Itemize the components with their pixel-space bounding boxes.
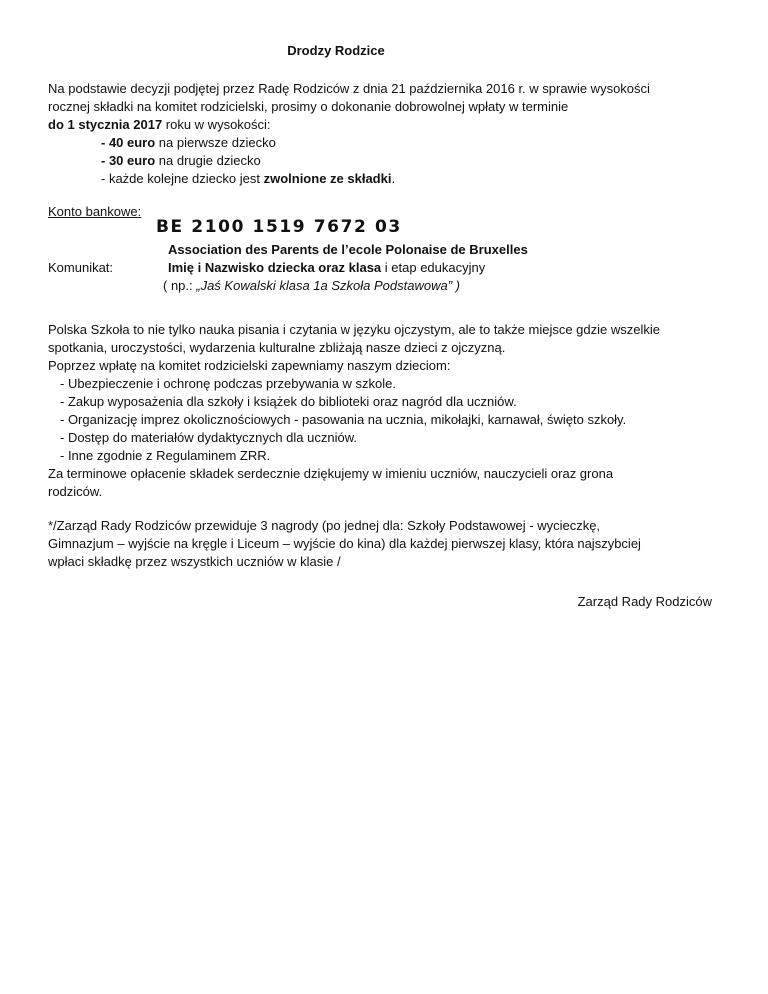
deadline-date: do 1 stycznia 2017 (48, 117, 163, 132)
thanks-line: rodziców. (48, 484, 103, 499)
list-item: - Organizację imprez okolicznościowych - pasowania na ucznia, mikołajki, karnawał, święto szkoły. (60, 412, 627, 427)
prize-note (48, 517, 716, 571)
body-paragraph (48, 321, 716, 501)
deadline-rest: roku w wysokości: (162, 117, 271, 132)
payment-reference-example (163, 277, 460, 295)
bank-account-number: BE 2100 1519 7672 03 (156, 217, 402, 237)
body-line: spotkania, uroczystości, wydarzenia kulturalne zbliżają nasze dzieci z ojczyzną. (48, 340, 506, 355)
fee-first-child (48, 134, 716, 152)
fee-exempt: zwolnione ze składki (263, 171, 392, 186)
fee-text: na drugie dziecko (155, 153, 261, 168)
fee-amount: - 30 euro (101, 153, 156, 168)
payment-reference-label: Komunikat: (48, 260, 114, 275)
payment-reference-rest: i etap edukacyjny (381, 260, 486, 275)
list-item: - Ubezpieczenie i ochronę podczas przebywania w szkole. (60, 376, 397, 391)
list-item: - Zakup wyposażenia dla szkoły i książek do biblioteki oraz nagród dla uczniów. (60, 394, 517, 409)
fee-text: - każde kolejne dziecko jest (101, 171, 264, 186)
payment-reference-bold: Imię i Nazwisko dziecka oraz klasa (168, 260, 382, 275)
payment-reference-text (168, 259, 485, 277)
bank-account-label: Konto bankowe: (48, 204, 142, 219)
intro-paragraph (48, 80, 716, 188)
body-line: Poprzez wpłatę na komitet rodzicielski zapewniamy naszym dzieciom: (48, 358, 451, 373)
list-item: - Inne zgodnie z Regulaminem ZRR. (60, 448, 271, 463)
account-holder: Association des Parents de l’ecole Polonaise de Bruxelles (168, 242, 528, 257)
body-line: Polska Szkoła to nie tylko nauka pisania i czytania w języku ojczystym, ale to także miejsce gdzie wszelkie (48, 322, 660, 337)
list-item: - Dostęp do materiałów dydaktycznych dla uczniów. (60, 430, 357, 445)
note-line: */Zarząd Rady Rodziców przewiduje 3 nagrody (po jednej dla: Szkoły Podstawowej - wycieczkę, (48, 518, 601, 533)
fee-text: na pierwsze dziecko (155, 135, 276, 150)
note-line: Gimnazjum – wyjście na kręgle i Liceum – wyjście do kina) dla każdej pierwszej klasy, która najszybciej (48, 536, 641, 551)
example-prefix: ( np.: (163, 278, 197, 293)
deadline-line (48, 116, 716, 134)
fee-end: . (391, 171, 396, 186)
fee-amount: - 40 euro (101, 135, 156, 150)
intro-line: Na podstawie decyzji podjętej przez Radę Rodziców z dnia 21 października 2016 r. w sprawie wysokości (48, 81, 650, 96)
thanks-line: Za terminowe opłacenie składek serdecznie dziękujemy w imieniu uczniów, nauczycieli oraz grona (48, 466, 614, 481)
fee-further-children (48, 170, 716, 188)
signature: Zarząd Rady Rodziców (577, 594, 712, 609)
letter-title: Drodzy Rodzice (287, 43, 385, 58)
intro-line: rocznej składki na komitet rodzicielski, prosimy o dokonanie dobrowolnej wpłaty w terminie (48, 99, 569, 114)
example-text: „Jaś Kowalski klasa 1a Szkoła Podstawowa” ) (196, 278, 460, 293)
fee-second-child (48, 152, 716, 170)
note-line: wpłaci składkę przez wszystkich uczniów w klasie / (48, 554, 341, 569)
